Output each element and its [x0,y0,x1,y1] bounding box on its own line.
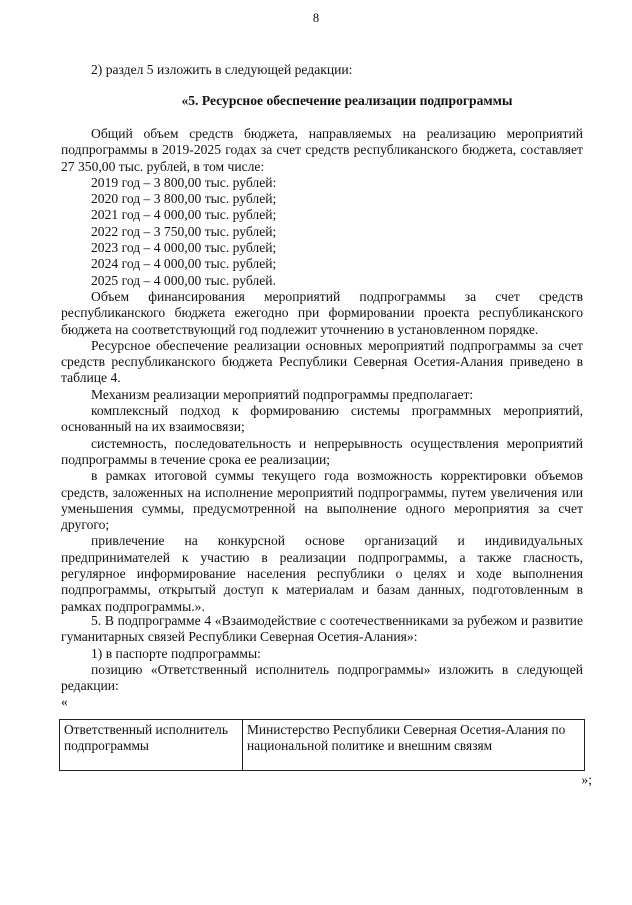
body-text-top [61,126,583,615]
year-line: 2025 год – 4 000,00 тыс. рублей. [91,272,276,288]
paragraph-resource: Ресурсное обеспечение реализации основных мероприятий подпрограммы за счет средств республиканского бюджета Республики Северная Осетия-Алания приведено в таблице 4. [61,337,583,386]
closing-mark: »; [581,772,592,787]
open-quote: « [61,694,68,709]
table-row [60,720,585,771]
intro-line: 2) раздел 5 изложить в следующей редакции: [91,62,353,77]
paragraph-attraction: привлечение на конкурсной основе организаций и индивидуальных предпринимателей к участию в реализации подпрограммы, а также гласность, регулярное информирование населения республики о целях и ходе выполнения подпрограммы, открытый доступ к материалам и базам данных, подготовленным в рамках подпрограммы.». [61,533,583,614]
body-text-bottom [61,613,583,694]
paragraph-passport: 1) в паспорте подпрограммы: [91,645,261,661]
table-cell-value: Министерство Республики Северная Осетия-Алания по национальной политике и внешним связям [243,720,585,771]
year-line: 2020 год – 3 800,00 тыс. рублей; [91,191,277,207]
paragraph-mechanism: Механизм реализации мероприятий подпрограммы предполагает: [91,386,474,402]
year-line: 2023 год – 4 000,00 тыс. рублей; [91,240,277,256]
paragraph-position: позицию «Ответственный исполнитель подпрограммы» изложить в следующей редакции: [61,661,583,694]
page-number: 8 [312,11,320,25]
year-line: 2021 год – 4 000,00 тыс. рублей; [91,207,277,223]
section-title: «5. Ресурсное обеспечение реализации подпрограммы [181,93,513,108]
responsible-executor-table [59,719,585,771]
paragraph-subprogram-4: 5. В подпрограмме 4 «Взаимодействие с соотечественниками за рубежом и развитие гуманитарных связей Республики Северная Осетия-Алания»: [61,613,583,645]
paragraph-approach: комплексный подход к формированию системы программных мероприятий, основанный на их взаимосвязи; [61,403,583,435]
paragraph-budget-total: Общий объем средств бюджета, направляемых на реализацию мероприятий подпрограммы в 2019-2025 годах за счет средств республиканского бюджета, составляет 27 350,00 тыс. рублей, в том числе: [61,126,583,174]
paragraph-financing: Объем финансирования мероприятий подпрограммы за счет средств республиканского бюджета ежегодно при формировании проекта республиканского бюджета на соответствующий год подлежит уточнению в установленном порядке. [61,288,583,337]
paragraph-systematic: системность, последовательность и непрерывность осуществления мероприятий подпрограммы в течение срока ее реализации; [61,435,583,467]
table-cell-label: Ответственный исполнитель подпрограммы [60,720,243,771]
year-line: 2022 год – 3 750,00 тыс. рублей; [91,223,277,239]
year-line: 2019 год – 3 800,00 тыс. рублей: [91,174,277,190]
paragraph-adjustment: в рамках итоговой суммы текущего года возможность корректировки объемов средств, заложенных на исполнение мероприятий подпрограммы, путем увеличения или уменьшения суммы, предусмотренной на выполнение одного мероприятия за счет другого; [61,468,583,533]
year-line: 2024 год – 4 000,00 тыс. рублей; [91,256,277,272]
